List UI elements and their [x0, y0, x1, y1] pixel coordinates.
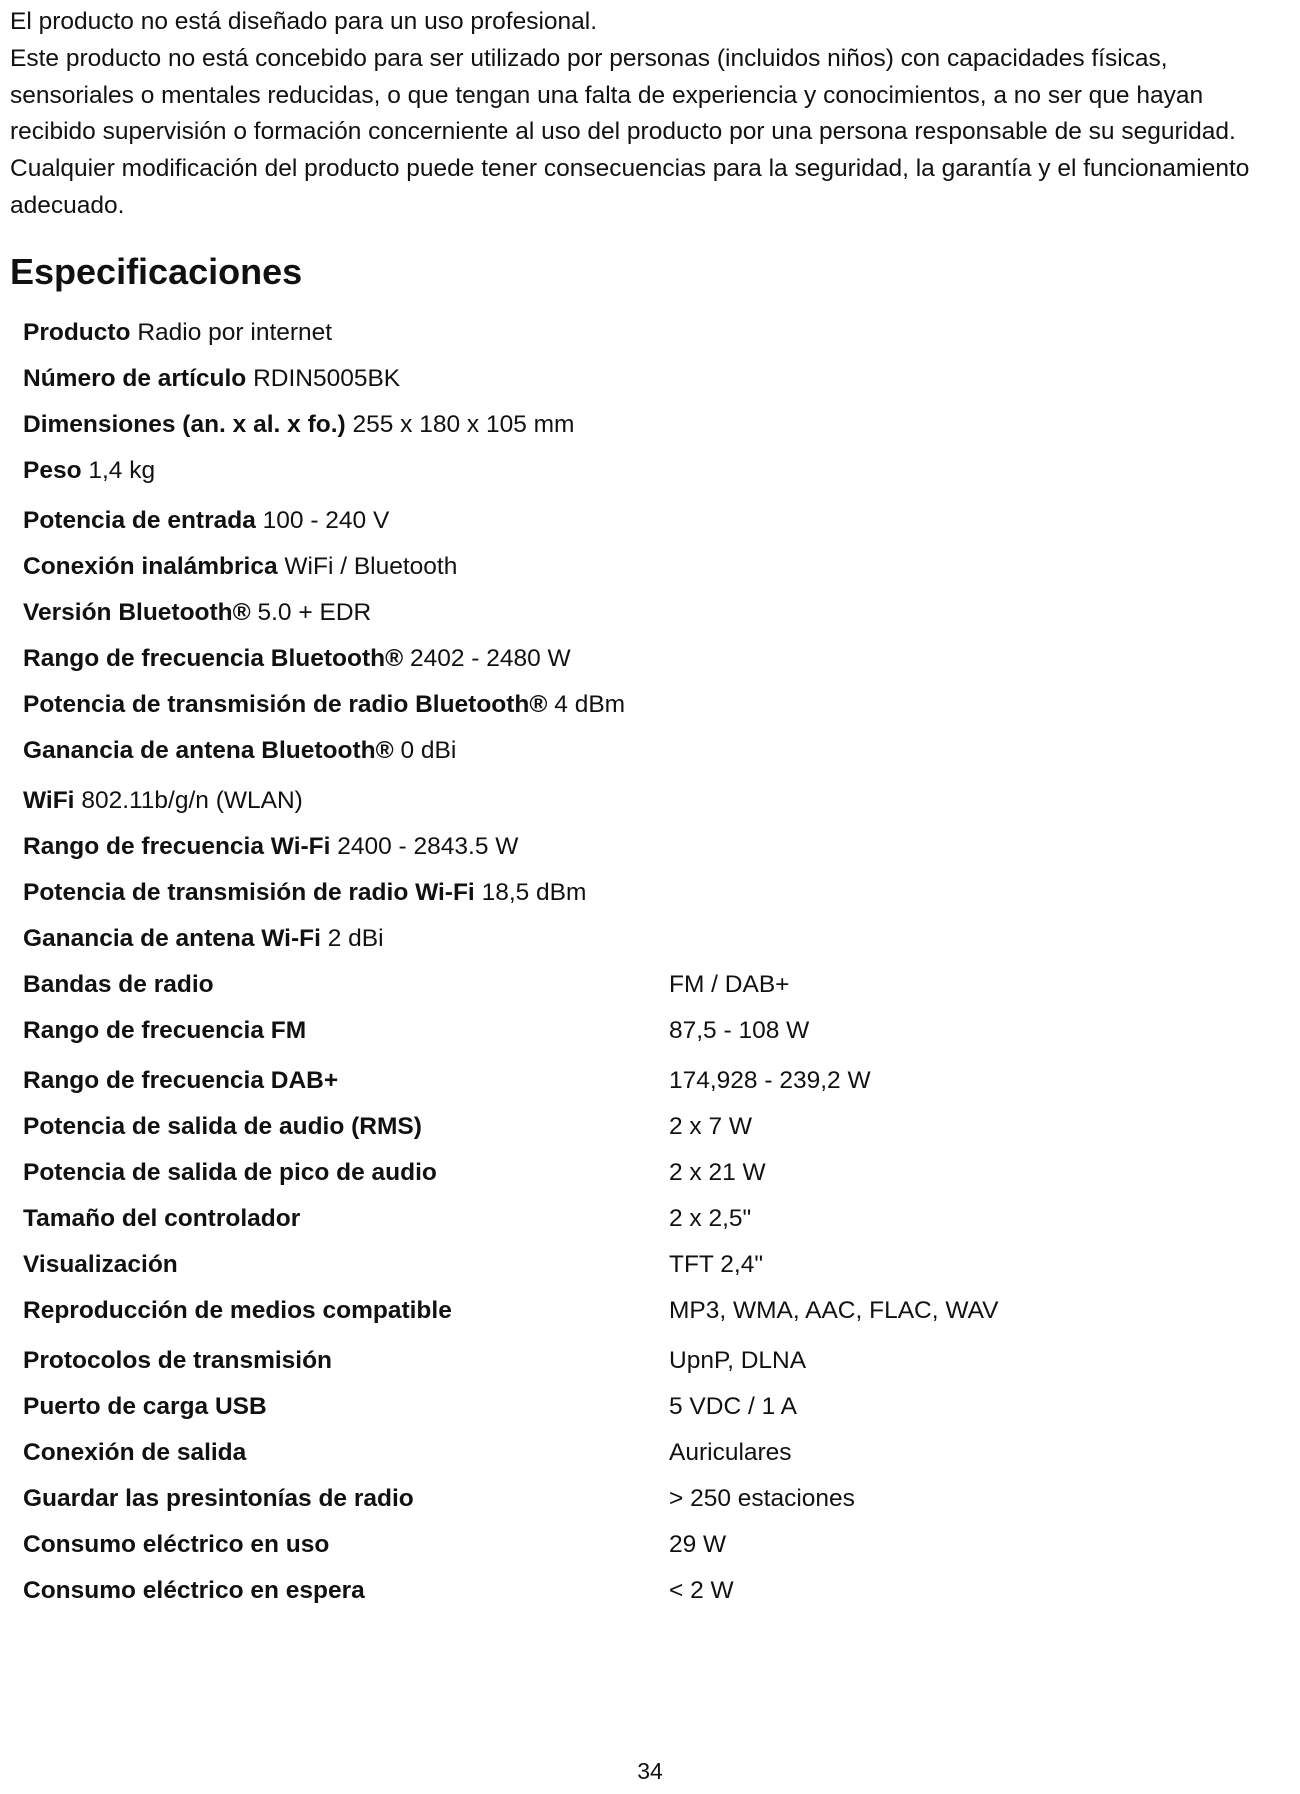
spec-value: Radio por internet	[137, 319, 333, 346]
spec-label: Peso	[23, 457, 82, 484]
spec-row	[23, 551, 457, 583]
spec-label: Rango de frecuencia Wi-Fi	[23, 833, 331, 860]
spec-row	[23, 505, 389, 537]
spec-row	[23, 1295, 999, 1327]
spec-label: Protocolos de transmisión	[23, 1347, 333, 1374]
spec-label: Tamaño del controlador	[23, 1205, 301, 1232]
spec-row	[23, 1015, 810, 1047]
spec-label: Potencia de salida de pico de audio	[23, 1159, 437, 1186]
spec-row	[23, 1483, 855, 1515]
spec-label: Conexión inalámbrica	[23, 553, 278, 580]
spec-value: 2 x 7 W	[669, 1113, 753, 1140]
spec-row	[23, 1111, 753, 1143]
spec-label: Reproducción de medios compatible	[23, 1297, 452, 1324]
section-heading: Especificaciones	[10, 251, 303, 292]
spec-label: Consumo eléctrico en uso	[23, 1531, 330, 1558]
spec-label: Rango de frecuencia DAB+	[23, 1067, 339, 1094]
spec-value: 0 dBi	[400, 737, 457, 764]
spec-value: 5.0 + EDR	[257, 599, 372, 626]
spec-row	[23, 317, 332, 349]
spec-row	[23, 785, 303, 817]
spec-label: Rango de frecuencia FM	[23, 1017, 307, 1044]
spec-value: < 2 W	[669, 1577, 734, 1604]
spec-row	[23, 923, 384, 955]
spec-row	[23, 1575, 734, 1607]
spec-value: 802.11b/g/n (WLAN)	[81, 787, 303, 814]
intro-text	[10, 4, 1290, 225]
spec-label: Potencia de salida de audio (RMS)	[23, 1113, 422, 1140]
spec-label: Puerto de carga USB	[23, 1393, 267, 1420]
spec-row	[23, 597, 371, 629]
spec-label: Consumo eléctrico en espera	[23, 1577, 365, 1604]
spec-value: 100 - 240 V	[262, 507, 390, 534]
intro-paragraph-2: Este producto no está concebido para ser utilizado por personas (incluidos niños) con capacidades físicas, sensoriales o mentales reducidas, o que tengan una falta de experiencia y conocimientos, a no ser que hayan recibido supervisión o formación concerniente al uso del producto por una persona responsable de su seguridad. Cualquier modificación del producto puede tener consecuencias para la seguridad, la garantía y el funcionamiento adecuado.	[10, 44, 1250, 219]
spec-row	[23, 831, 518, 863]
spec-value: FM / DAB+	[669, 971, 790, 998]
spec-row	[23, 1249, 764, 1281]
spec-value: 1,4 kg	[88, 457, 156, 484]
spec-value: WiFi / Bluetooth	[284, 553, 458, 580]
spec-label: Potencia de transmisión de radio Wi-Fi	[23, 879, 475, 906]
spec-label: Potencia de transmisión de radio Bluetooth®	[23, 691, 548, 718]
spec-row	[23, 877, 586, 909]
spec-value: 2400 - 2843.5 W	[337, 833, 519, 860]
spec-label: WiFi	[23, 787, 75, 814]
spec-label: Potencia de entrada	[23, 507, 256, 534]
spec-label: Guardar las presintonías de radio	[23, 1485, 414, 1512]
spec-label: Dimensiones (an. x al. x fo.)	[23, 411, 346, 438]
spec-row	[23, 643, 571, 675]
spec-row	[23, 735, 456, 767]
spec-label: Versión Bluetooth®	[23, 599, 251, 626]
spec-label: Producto	[23, 319, 131, 346]
spec-label: Rango de frecuencia Bluetooth®	[23, 645, 404, 672]
spec-label: Visualización	[23, 1251, 178, 1278]
spec-value: TFT 2,4"	[669, 1251, 764, 1278]
spec-row	[23, 1529, 727, 1561]
spec-value: > 250 estaciones	[669, 1485, 855, 1512]
spec-row	[23, 409, 574, 441]
spec-row	[23, 455, 155, 487]
spec-row	[23, 1065, 871, 1097]
page-number: 34	[637, 1758, 663, 1784]
spec-row	[23, 1345, 807, 1377]
spec-row	[23, 1157, 766, 1189]
spec-value: 2 x 2,5"	[669, 1205, 752, 1232]
spec-value: 5 VDC / 1 A	[669, 1393, 798, 1420]
spec-value: 18,5 dBm	[481, 879, 587, 906]
spec-value: 87,5 - 108 W	[669, 1017, 810, 1044]
spec-row	[23, 1203, 752, 1235]
spec-value: 174,928 - 239,2 W	[669, 1067, 871, 1094]
spec-row	[23, 1391, 798, 1423]
spec-row	[23, 969, 790, 1001]
spec-value: Auriculares	[669, 1439, 792, 1466]
spec-value: 29 W	[669, 1531, 727, 1558]
spec-value: 2 dBi	[327, 925, 384, 952]
spec-label: Ganancia de antena Bluetooth®	[23, 737, 394, 764]
spec-value: MP3, WMA, AAC, FLAC, WAV	[669, 1297, 999, 1324]
spec-label: Ganancia de antena Wi-Fi	[23, 925, 321, 952]
spec-row	[23, 1437, 792, 1469]
spec-row	[23, 689, 625, 721]
spec-value: 4 dBm	[554, 691, 626, 718]
spec-value: 255 x 180 x 105 mm	[352, 411, 575, 438]
spec-label: Bandas de radio	[23, 971, 214, 998]
spec-value: RDIN5005BK	[253, 365, 401, 392]
spec-value: 2402 - 2480 W	[409, 645, 571, 672]
spec-label: Número de artículo	[23, 365, 247, 392]
spec-row	[23, 363, 400, 395]
intro-paragraph-1: El producto no está diseñado para un uso profesional.	[10, 8, 598, 35]
spec-value: 2 x 21 W	[669, 1159, 766, 1186]
spec-label: Conexión de salida	[23, 1439, 247, 1466]
spec-value: UpnP, DLNA	[669, 1347, 807, 1374]
